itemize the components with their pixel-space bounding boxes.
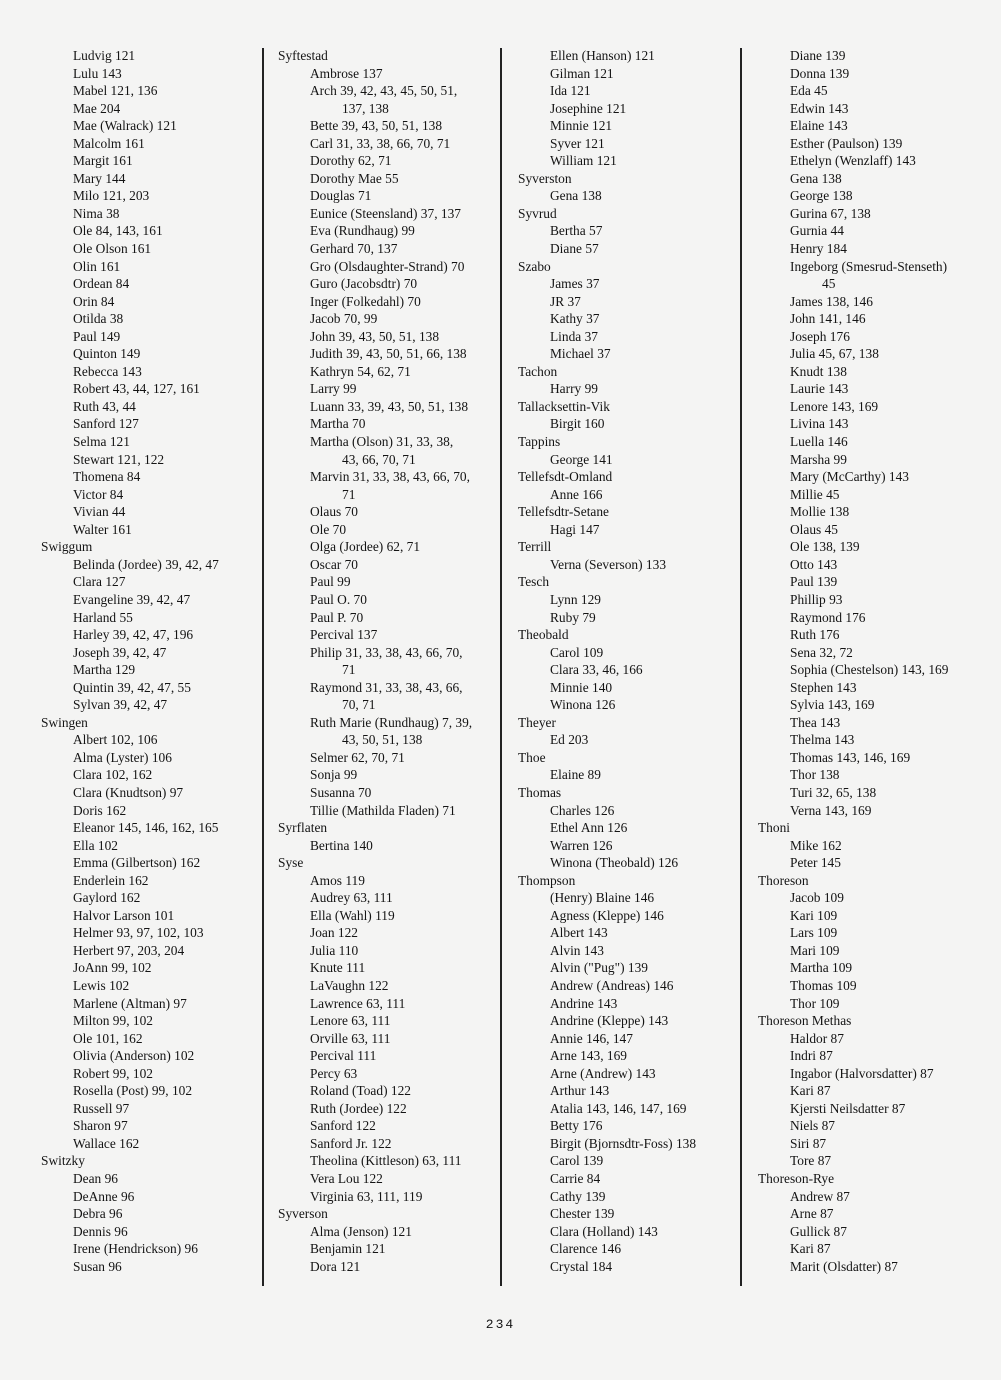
index-entry: Lawrence 63, 111 <box>310 995 406 1011</box>
index-entry: Emma (Gilbertson) 162 <box>73 855 201 871</box>
index-entry: Ole Olson 161 <box>73 241 152 257</box>
index-entry: Robert 99, 102 <box>73 1065 153 1081</box>
index-entry: Irene (Hendrickson) 96 <box>73 1241 198 1257</box>
surname-heading: Thoreson <box>758 872 809 888</box>
index-entry: Gaylord 162 <box>73 890 141 906</box>
index-column-3 <box>518 47 740 1275</box>
index-entry: Doris 162 <box>73 802 127 818</box>
index-entry: Anne 166 <box>550 486 603 502</box>
index-entry: Elaine 89 <box>550 767 601 783</box>
index-entry: John 39, 43, 50, 51, 138 <box>310 328 440 344</box>
surname-heading: Theyer <box>518 714 556 730</box>
index-entry: Nima 38 <box>73 205 120 221</box>
index-entry: Sanford 127 <box>73 416 139 432</box>
index-entry: Vera Lou 122 <box>310 1171 383 1186</box>
index-entry: Milton 99, 102 <box>73 1013 153 1029</box>
index-entry: Sylvia 143, 169 <box>790 697 875 713</box>
index-entry: George 138 <box>790 188 853 204</box>
index-entry: Ingabor (Halvorsdatter) 87 <box>790 1065 934 1081</box>
index-entry: Alvin ("Pug") 139 <box>550 960 648 976</box>
index-entry: Kari 87 <box>790 1241 831 1257</box>
surname-heading: Thoe <box>518 749 546 765</box>
index-entry: Julia 45, 67, 138 <box>790 346 879 362</box>
index-entry: Andrine 143 <box>550 995 618 1011</box>
surname-heading: Thoreson Methas <box>758 1013 852 1029</box>
index-entry: Agness (Kleppe) 146 <box>550 907 664 923</box>
index-entry: Mari 109 <box>790 942 840 958</box>
surname-heading: Syse <box>278 855 304 871</box>
index-entry: Rebecca 143 <box>73 363 142 379</box>
index-entry: Birgit 160 <box>550 416 605 432</box>
index-entry: Edwin 143 <box>790 100 849 116</box>
index-entry: Lynn 129 <box>550 591 601 607</box>
index-entry: Douglas 71 <box>310 188 372 204</box>
index-entry: Gena 138 <box>550 188 602 204</box>
index-entry: Thea 143 <box>790 714 841 730</box>
index-entry: Alvin 143 <box>550 942 604 958</box>
index-entry: Thor 138 <box>790 767 840 783</box>
index-entry: Inger (Folkedahl) 70 <box>310 293 421 309</box>
index-entry: Mae 204 <box>73 100 121 116</box>
index-entry: (Henry) Blaine 146 <box>550 890 655 906</box>
index-entry: Olaus 70 <box>310 504 358 520</box>
index-entry: Olin 161 <box>73 258 121 274</box>
index-entry: Clara 102, 162 <box>73 767 153 783</box>
index-entry: Herbert 97, 203, 204 <box>73 942 185 958</box>
index-entry: Olivia (Anderson) 102 <box>73 1048 195 1064</box>
index-entry: Belinda (Jordee) 39, 42, 47 <box>73 556 219 572</box>
index-entry: Walter 161 <box>73 521 132 537</box>
index-entry: Ella (Wahl) 119 <box>310 907 395 923</box>
index-entry: Joan 122 <box>310 925 358 941</box>
index-entry: Carol 109 <box>550 644 604 660</box>
index-entry: Ethel Ann 126 <box>550 820 628 836</box>
index-entry: Olaus 45 <box>790 521 838 537</box>
index-entry: Clara 33, 46, 166 <box>550 662 643 678</box>
index-entry: Ole 70 <box>310 521 347 537</box>
index-entry: Ruth (Jordee) 122 <box>310 1100 407 1116</box>
index-entry: Percival 111 <box>310 1048 377 1064</box>
surname-heading: Syverston <box>518 170 572 186</box>
index-entry: Ruth Marie (Rundhaug) 7, 39, <box>310 714 473 730</box>
index-entry: 71 <box>342 486 356 502</box>
index-entry: Alma (Jenson) 121 <box>310 1223 412 1239</box>
index-entry: Halvor Larson 101 <box>73 907 175 923</box>
index-entry: Harley 39, 42, 47, 196 <box>73 627 194 643</box>
surname-heading: Tachon <box>518 363 558 379</box>
index-entry: Thomena 84 <box>73 469 141 485</box>
index-entry: Sanford Jr. 122 <box>310 1135 392 1151</box>
index-entry: Milo 121, 203 <box>73 188 150 204</box>
index-entry: Arch 39, 42, 43, 45, 50, 51, <box>310 83 458 99</box>
index-entry: Larry 99 <box>310 381 357 397</box>
index-entry: Albert 143 <box>550 925 608 941</box>
index-entry: Martha 129 <box>73 662 136 678</box>
page-number: 234 <box>485 1317 516 1332</box>
index-entry: Marlene (Altman) 97 <box>73 995 187 1011</box>
index-entry: George 141 <box>550 451 613 467</box>
index-entry: Marsha 99 <box>790 451 847 467</box>
index-entry: Paul P. 70 <box>310 609 364 625</box>
index-entry: Turi 32, 65, 138 <box>790 784 877 800</box>
index-entry: Verna 143, 169 <box>790 802 872 818</box>
index-entry: Alma (Lyster) 106 <box>73 749 172 765</box>
index-entry: Martha (Olson) 31, 33, 38, <box>310 434 454 450</box>
index-entry: 45 <box>822 276 836 292</box>
index-entry: Winona 126 <box>550 697 616 713</box>
index-entry: Dorothy 62, 71 <box>310 153 392 169</box>
index-entry: Lars 109 <box>790 925 838 941</box>
surname-heading: Tellefsdt-Omland <box>518 469 613 485</box>
index-entry: Virginia 63, 111, 119 <box>310 1188 423 1204</box>
index-entry: Siri 87 <box>790 1135 827 1151</box>
index-entry: Susan 96 <box>73 1258 122 1274</box>
index-entry: James 138, 146 <box>790 293 873 309</box>
index-entry: Wallace 162 <box>73 1135 140 1151</box>
index-entry: LaVaughn 122 <box>310 977 389 993</box>
column-divider <box>740 48 742 1286</box>
index-entry: Theolina (Kittleson) 63, 111 <box>310 1153 462 1169</box>
surname-heading: Theobald <box>518 627 569 643</box>
index-entry: Haldor 87 <box>790 1030 844 1046</box>
index-entry: Selmer 62, 70, 71 <box>310 749 405 765</box>
index-entry: Indri 87 <box>790 1048 833 1064</box>
index-entry: Harry 99 <box>550 381 598 397</box>
index-entry: Amos 119 <box>310 872 365 888</box>
index-entry: Sharon 97 <box>73 1118 128 1134</box>
index-entry: Ingeborg (Smesrud-Stenseth) <box>790 258 948 274</box>
index-entry: Oscar 70 <box>310 556 358 572</box>
index-entry: Jacob 109 <box>790 890 844 906</box>
index-entry: Paul 149 <box>73 328 121 344</box>
index-entry: Paul O. 70 <box>310 591 367 607</box>
index-entry: Percy 63 <box>310 1065 358 1081</box>
index-entry: Millie 45 <box>790 486 840 502</box>
index-entry: Arne 87 <box>790 1206 834 1222</box>
index-entry: 137, 138 <box>342 100 389 116</box>
index-entry: Gro (Olsdaughter-Strand) 70 <box>310 258 465 274</box>
index-entry: Arne 143, 169 <box>550 1048 627 1064</box>
index-entry: Ludvig 121 <box>73 48 136 63</box>
index-entry: Ole 101, 162 <box>73 1030 143 1046</box>
index-entry: Livina 143 <box>790 416 849 432</box>
index-entry: Guro (Jacobsdtr) 70 <box>310 276 418 292</box>
index-entry: Luella 146 <box>790 434 848 450</box>
index-entry: Mollie 138 <box>790 504 850 520</box>
index-entry: Russell 97 <box>73 1100 130 1116</box>
index-entry: Knute 111 <box>310 960 366 976</box>
surname-heading: Tallacksettin-Vik <box>518 398 610 414</box>
index-entry: 43, 50, 51, 138 <box>342 732 423 748</box>
index-entry: Albert 102, 106 <box>73 732 158 748</box>
index-entry: Sylvan 39, 42, 47 <box>73 697 168 713</box>
index-entry: Lewis 102 <box>73 977 130 993</box>
index-entry: Lulu 143 <box>73 65 122 81</box>
index-entry: DeAnne 96 <box>73 1188 135 1204</box>
index-entry: Marit (Olsdatter) 87 <box>790 1258 898 1274</box>
index-entry: Peter 145 <box>790 855 841 871</box>
index-entry: Lenore 63, 111 <box>310 1013 391 1029</box>
index-entry: Luann 33, 39, 43, 50, 51, 138 <box>310 398 469 414</box>
index-entry: Quinton 149 <box>73 346 141 362</box>
index-entry: Jacob 70, 99 <box>310 311 378 327</box>
index-entry: Ole 138, 139 <box>790 539 860 555</box>
index-entry: Mary (McCarthy) 143 <box>790 469 909 485</box>
index-entry: Andrew (Andreas) 146 <box>550 977 674 993</box>
index-entry: Stephen 143 <box>790 679 857 695</box>
surname-heading: Switzky <box>41 1153 85 1169</box>
index-entry: Bette 39, 43, 50, 51, 138 <box>310 118 443 134</box>
surname-heading: Thomas <box>518 784 562 800</box>
surname-heading: Syvrud <box>518 205 557 221</box>
index-entry: Otilda 38 <box>73 311 124 327</box>
index-entry: Helmer 93, 97, 102, 103 <box>73 925 204 941</box>
index-entry: Gilman 121 <box>550 65 614 81</box>
index-entry: Ambrose 137 <box>310 65 383 81</box>
index-entry: Martha 70 <box>310 416 366 432</box>
index-entry: Thomas 109 <box>790 977 857 993</box>
index-entry: Rosella (Post) 99, 102 <box>73 1083 193 1099</box>
index-entry: Stewart 121, 122 <box>73 451 165 467</box>
index-entry: Linda 37 <box>550 328 598 344</box>
index-entry: Carl 31, 33, 38, 66, 70, 71 <box>310 135 451 151</box>
surname-heading: Szabo <box>518 258 551 274</box>
index-entry: Kjersti Neilsdatter 87 <box>790 1100 906 1116</box>
index-entry: Syver 121 <box>550 135 605 151</box>
index-entry: Kari 87 <box>790 1083 831 1099</box>
surname-heading: Syverson <box>278 1206 328 1222</box>
index-entry: Eva (Rundhaug) 99 <box>310 223 415 239</box>
index-entry: Robert 43, 44, 127, 161 <box>73 381 200 397</box>
index-entry: Andrine (Kleppe) 143 <box>550 1013 669 1029</box>
index-entry: Donna 139 <box>790 65 850 81</box>
index-entry: Paul 99 <box>310 574 351 590</box>
surname-heading: Swiggum <box>41 539 93 555</box>
index-entry: Eda 45 <box>790 83 828 99</box>
column-divider <box>500 48 502 1286</box>
surname-heading: Swingen <box>41 714 88 730</box>
index-entry: Sanford 122 <box>310 1118 376 1134</box>
index-entry: Orville 63, 111 <box>310 1030 391 1046</box>
index-entry: Birgit (Bjornsdtr-Foss) 138 <box>550 1135 697 1151</box>
index-entry: Betty 176 <box>550 1118 603 1134</box>
index-entry: Thomas 143, 146, 169 <box>790 749 911 765</box>
index-entry: Sonja 99 <box>310 767 358 783</box>
index-column-4 <box>758 47 980 1275</box>
index-entry: Eunice (Steensland) 37, 137 <box>310 205 461 221</box>
surname-heading: Tesch <box>518 574 550 590</box>
index-entry: William 121 <box>550 153 617 169</box>
index-entry: Ella 102 <box>73 837 118 853</box>
surname-heading: Tappins <box>518 434 561 450</box>
index-column-1 <box>41 47 263 1275</box>
index-entry: Dora 121 <box>310 1258 361 1274</box>
index-entry: Kathryn 54, 62, 71 <box>310 363 411 379</box>
index-entry: Thor 109 <box>790 995 840 1011</box>
index-entry: Joseph 176 <box>790 328 850 344</box>
index-entry: Vivian 44 <box>73 504 126 520</box>
index-entry: Crystal 184 <box>550 1258 613 1274</box>
index-entry: Elaine 143 <box>790 118 848 134</box>
index-entry: Clarence 146 <box>550 1241 622 1257</box>
index-entry: Mabel 121, 136 <box>73 83 158 99</box>
index-entry: Hagi 147 <box>550 521 600 537</box>
index-entry: Harland 55 <box>73 609 133 625</box>
index-entry: Ethelyn (Wenzlaff) 143 <box>790 153 916 169</box>
index-entry: Benjamin 121 <box>310 1241 386 1257</box>
index-entry: Carol 139 <box>550 1153 604 1169</box>
index-column-2 <box>278 47 500 1275</box>
index-entry: Debra 96 <box>73 1206 123 1222</box>
index-entry: Tore 87 <box>790 1153 832 1169</box>
index-entry: Ellen (Hanson) 121 <box>550 48 655 63</box>
index-entry: Olga (Jordee) 62, 71 <box>310 539 421 555</box>
index-entry: Sena 32, 72 <box>790 644 853 660</box>
index-entry: Cathy 139 <box>550 1188 606 1204</box>
index-entry: Gullick 87 <box>790 1223 847 1239</box>
index-entry: Kathy 37 <box>550 311 600 327</box>
index-entry: Evangeline 39, 42, 47 <box>73 591 191 607</box>
surname-heading: Syftestad <box>278 48 328 63</box>
index-entry: Clara (Knudtson) 97 <box>73 784 184 800</box>
index-entry: Knudt 138 <box>790 363 847 379</box>
index-entry: Mike 162 <box>790 837 842 853</box>
index-entry: Atalia 143, 146, 147, 169 <box>550 1100 687 1116</box>
index-entry: 43, 66, 70, 71 <box>342 451 416 467</box>
index-entry: Raymond 31, 33, 38, 43, 66, <box>310 679 463 695</box>
index-entry: Ole 84, 143, 161 <box>73 223 163 239</box>
index-entry: Martha 109 <box>790 960 853 976</box>
index-entry: Verna (Severson) 133 <box>550 556 667 572</box>
index-entry: JR 37 <box>550 293 581 309</box>
index-entry: Arthur 143 <box>550 1083 610 1099</box>
index-entry: Andrew 87 <box>790 1188 850 1204</box>
index-entry: Arne (Andrew) 143 <box>550 1065 656 1081</box>
index-entry: Michael 37 <box>550 346 611 362</box>
index-entry: Mary 144 <box>73 170 126 186</box>
index-entry: Otto 143 <box>790 556 838 572</box>
index-entry: Sophia (Chestelson) 143, 169 <box>790 662 949 678</box>
index-entry: Diane 139 <box>790 48 846 63</box>
index-entry: Ed 203 <box>550 732 589 748</box>
index-entry: Ordean 84 <box>73 276 130 292</box>
surname-heading: Terrill <box>518 539 552 555</box>
index-entry: Quintin 39, 42, 47, 55 <box>73 679 191 695</box>
index-entry: Ida 121 <box>550 83 591 99</box>
index-entry: Clara (Holland) 143 <box>550 1223 658 1239</box>
surname-heading: Syrflaten <box>278 820 328 836</box>
index-entry: Warren 126 <box>550 837 613 853</box>
index-entry: Thelma 143 <box>790 732 855 748</box>
index-entry: Orin 84 <box>73 293 115 309</box>
index-entry: Bertha 57 <box>550 223 603 239</box>
index-entry: Percival 137 <box>310 627 378 643</box>
index-entry: Charles 126 <box>550 802 615 818</box>
index-entry: Clara 127 <box>73 574 126 590</box>
index-entry: Carrie 84 <box>550 1171 601 1186</box>
index-entry: Phillip 93 <box>790 591 843 607</box>
surname-heading: Thoni <box>758 820 790 836</box>
index-entry: Susanna 70 <box>310 784 372 800</box>
index-entry: Chester 139 <box>550 1206 615 1222</box>
index-entry: Minnie 140 <box>550 679 613 695</box>
index-entry: Gerhard 70, 137 <box>310 241 398 257</box>
index-entry: Winona (Theobald) 126 <box>550 855 679 871</box>
index-entry: Esther (Paulson) 139 <box>790 135 903 151</box>
index-entry: Minnie 121 <box>550 118 613 134</box>
index-entry: Margit 161 <box>73 153 133 169</box>
index-entry: Joseph 39, 42, 47 <box>73 644 167 660</box>
index-entry: John 141, 146 <box>790 311 866 327</box>
index-entry: Audrey 63, 111 <box>310 890 393 906</box>
index-entry: Ruth 43, 44 <box>73 398 136 414</box>
index-entry: Philip 31, 33, 38, 43, 66, 70, <box>310 644 463 660</box>
surname-heading: Thompson <box>518 872 576 888</box>
index-entry: Selma 121 <box>73 434 130 450</box>
index-entry: Julia 110 <box>310 942 359 958</box>
index-entry: Henry 184 <box>790 241 847 257</box>
index-entry: Ruby 79 <box>550 609 596 625</box>
index-entry: 70, 71 <box>342 697 376 713</box>
index-entry: Dorothy Mae 55 <box>310 170 399 186</box>
index-entry: Malcolm 161 <box>73 135 145 151</box>
surname-heading: Thoreson-Rye <box>758 1171 835 1186</box>
index-entry: Tillie (Mathilda Fladen) 71 <box>310 802 456 818</box>
index-entry: Laurie 143 <box>790 381 849 397</box>
index-entry: Ruth 176 <box>790 627 840 643</box>
index-entry: Gurina 67, 138 <box>790 205 871 221</box>
index-entry: James 37 <box>550 276 600 292</box>
index-entry: Niels 87 <box>790 1118 836 1134</box>
index-entry: Roland (Toad) 122 <box>310 1083 411 1099</box>
index-entry: JoAnn 99, 102 <box>73 960 152 976</box>
index-entry: Eleanor 145, 146, 162, 165 <box>73 820 219 836</box>
index-entry: Marvin 31, 33, 38, 43, 66, 70, <box>310 469 470 485</box>
index-entry: Mae (Walrack) 121 <box>73 118 177 134</box>
index-entry: Gena 138 <box>790 170 842 186</box>
index-entry: Paul 139 <box>790 574 838 590</box>
index-entry: Kari 109 <box>790 907 838 923</box>
index-entry: Dean 96 <box>73 1171 118 1186</box>
index-entry: Dennis 96 <box>73 1223 128 1239</box>
index-entry: 71 <box>342 662 356 678</box>
index-entry: Judith 39, 43, 50, 51, 66, 138 <box>310 346 467 362</box>
index-entry: Raymond 176 <box>790 609 866 625</box>
index-entry: Bertina 140 <box>310 837 373 853</box>
surname-heading: Tellefsdtr-Setane <box>518 504 610 520</box>
index-entry: Josephine 121 <box>550 100 627 116</box>
index-entry: Victor 84 <box>73 486 124 502</box>
index-entry: Diane 57 <box>550 241 599 257</box>
index-entry: Annie 146, 147 <box>550 1030 633 1046</box>
index-entry: Gurnia 44 <box>790 223 844 239</box>
index-entry: Enderlein 162 <box>73 872 149 888</box>
index-entry: Lenore 143, 169 <box>790 398 879 414</box>
